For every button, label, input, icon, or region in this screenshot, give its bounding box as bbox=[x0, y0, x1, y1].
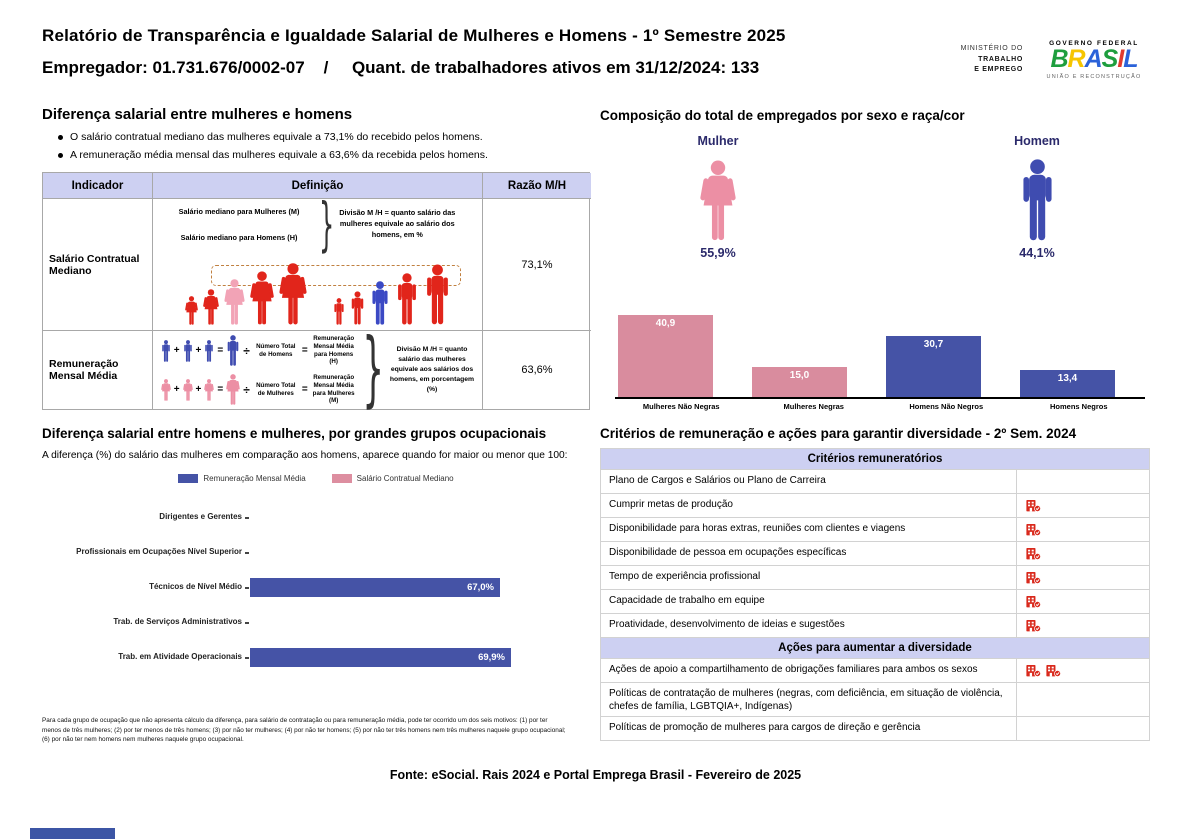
criteria-row bbox=[601, 717, 1149, 740]
governo-federal-label: GOVERNO FEDERAL bbox=[1049, 40, 1139, 47]
composition-bar bbox=[752, 367, 847, 397]
male-figure-highlight-icon bbox=[370, 281, 390, 325]
female-figure-icon bbox=[203, 289, 219, 325]
employer-line: Empregador: 01.731.676/0002-07 / Quant. de trabalhadores ativos em 31/12/2024: 133 bbox=[42, 58, 760, 77]
male-figure-icon bbox=[395, 273, 419, 325]
criteria-check-cell bbox=[1016, 717, 1149, 740]
axis-tick bbox=[245, 517, 249, 519]
row2-ratio: 63,6% bbox=[521, 364, 553, 376]
criteria-row bbox=[601, 614, 1149, 637]
female-figure-icon bbox=[185, 296, 198, 325]
composition-category-labels bbox=[615, 402, 1145, 411]
source-footer: Fonte: eSocial. Rais 2024 e Portal Emprega Brasil - Fevereiro de 2025 bbox=[389, 768, 802, 782]
male-figure-icon bbox=[204, 340, 214, 362]
axis-tick bbox=[245, 657, 249, 659]
legend-swatch-pink bbox=[332, 474, 352, 483]
criteria-label: Disponibilidade para horas extras, reuniões com clientes e viagens bbox=[609, 523, 906, 534]
criteria-label: Capacidade de trabalho em equipe bbox=[609, 595, 765, 606]
female-pictogram-icon bbox=[700, 160, 736, 241]
women-total-label: Número Total de Mulheres bbox=[256, 381, 296, 397]
legend-swatch-blue bbox=[178, 474, 198, 483]
criteria-check-cell bbox=[1016, 614, 1149, 637]
company-check-icon bbox=[1026, 499, 1041, 512]
female-figure-icon bbox=[226, 374, 240, 405]
male-figure-icon bbox=[226, 335, 240, 366]
criteria-band-diversidade: Ações para aumentar a diversidade bbox=[601, 637, 1149, 659]
plus-operator: + bbox=[173, 384, 180, 395]
equals-operator: = bbox=[301, 384, 308, 395]
criteria-label: Plano de Cargos e Salários ou Plano de Carreira bbox=[609, 475, 826, 486]
division-explainer: Divisão M /H = quanto salário das mulheres equivale aos salários dos homens, em porcentagem (%) bbox=[389, 345, 475, 394]
criteria-label: Cumprir metas de produção bbox=[609, 499, 733, 510]
criteria-label: Ações de apoio a compartilhamento de obrigações familiares para ambos os sexos bbox=[609, 664, 978, 675]
female-figure-icon bbox=[161, 379, 171, 401]
section-title-composition: Composição do total de empregados por sexo e raça/cor bbox=[600, 108, 965, 123]
female-figure-icon bbox=[204, 379, 214, 401]
criteria-check-cell bbox=[1016, 590, 1149, 613]
occupational-category-label: Trab. de Serviços Administrativos bbox=[113, 617, 242, 627]
composition-bar bbox=[886, 336, 981, 397]
company-check-icon bbox=[1026, 571, 1041, 584]
criteria-check-cell bbox=[1016, 683, 1149, 716]
company-check-icon bbox=[1026, 595, 1041, 608]
criteria-row bbox=[601, 566, 1149, 590]
col-header-definicao: Definição bbox=[153, 173, 483, 199]
company-check-icon bbox=[1026, 523, 1041, 536]
male-figure-icon bbox=[161, 340, 171, 362]
male-label: Homem bbox=[1014, 134, 1060, 148]
category-label: Homens Negros bbox=[1049, 402, 1108, 411]
criteria-rows-diversidade bbox=[601, 659, 1149, 740]
plus-operator: + bbox=[195, 345, 202, 356]
criteria-check-cell bbox=[1016, 659, 1149, 682]
col-header-razao: Razão M/H bbox=[483, 173, 591, 199]
occupational-category-label: Profissionais em Ocupações Nível Superior bbox=[76, 547, 242, 557]
brace-glyph: } bbox=[319, 190, 335, 259]
governo-federal-logo bbox=[1035, 40, 1153, 80]
criteria-row bbox=[601, 518, 1149, 542]
plus-operator: + bbox=[195, 384, 202, 395]
row1-ratio: 73,1% bbox=[483, 199, 591, 331]
equals-operator: = bbox=[217, 345, 224, 356]
criteria-label: Políticas de promoção de mulheres para cargos de direção e gerência bbox=[609, 722, 921, 733]
legend-label: Remuneração Mensal Média bbox=[203, 474, 306, 483]
men-total-label: Número Total de Homens bbox=[256, 342, 296, 358]
criteria-row bbox=[601, 470, 1149, 494]
company-check-icon bbox=[1026, 547, 1041, 560]
composition-bar bbox=[618, 315, 713, 397]
axis-tick bbox=[245, 552, 249, 554]
female-figure-icon bbox=[279, 263, 307, 325]
bottom-left-blue-bar bbox=[30, 828, 115, 839]
ministry-line3: E EMPREGO bbox=[974, 66, 1023, 74]
male-figure-icon bbox=[350, 291, 365, 325]
composition-bar bbox=[1020, 370, 1115, 397]
report-title: Relatório de Transparência e Igualdade Salarial de Mulheres e Homens - 1º Semestre 2025 bbox=[42, 26, 786, 45]
composition-bar-chart bbox=[615, 300, 1145, 400]
company-check-icon bbox=[1046, 664, 1061, 677]
criteria-row bbox=[601, 494, 1149, 518]
brasil-wordmark: BRASIL bbox=[1050, 45, 1138, 73]
col-header-indicador: Indicador bbox=[43, 173, 153, 199]
company-check-icon bbox=[1026, 664, 1041, 677]
criteria-label: Políticas de contratação de mulheres (negras, com deficiência, em situação de violência, chefes de família, LGBTQIA+, Indígenas) bbox=[609, 688, 1003, 712]
criteria-row bbox=[601, 683, 1149, 717]
axis-tick bbox=[245, 622, 249, 624]
category-label: Mulheres Não Negras bbox=[642, 402, 720, 411]
occupational-row bbox=[42, 535, 590, 570]
x-axis-line bbox=[615, 397, 1145, 399]
division-explainer: Divisão M /H = quanto salário das mulheres equivale ao salário dos homens, em % bbox=[339, 208, 456, 239]
legend-item-mensal-media bbox=[178, 474, 305, 483]
female-share-value: 55,9% bbox=[700, 246, 736, 260]
men-result-label: Remuneração Mensal Média para Homens (H) bbox=[313, 335, 355, 366]
female-figure-icon bbox=[183, 379, 193, 401]
people-pictogram-strip bbox=[153, 263, 482, 325]
bullet-median-salary: O salário contratual mediano das mulheres equivale a 73,1% do recebido pelos homens. bbox=[56, 129, 488, 147]
divide-operator: ÷ bbox=[243, 343, 250, 358]
occupational-bar: 67,0% bbox=[250, 578, 500, 597]
male-figure-icon bbox=[183, 340, 193, 362]
criteria-check-cell bbox=[1016, 494, 1149, 517]
criteria-table bbox=[600, 448, 1150, 741]
uniao-label: UNIÃO E RECONSTRUÇÃO bbox=[1046, 74, 1142, 80]
salary-gap-bullets bbox=[56, 129, 488, 165]
occupational-row bbox=[42, 605, 590, 640]
legend-label: Salário Contratual Mediano bbox=[356, 474, 454, 483]
occupational-bar-chart bbox=[42, 500, 590, 675]
equals-operator: = bbox=[301, 345, 308, 356]
men-average-equation bbox=[157, 335, 360, 366]
ministry-label bbox=[931, 44, 1023, 77]
category-label: Homens Não Negros bbox=[909, 402, 984, 411]
median-women-label: Salário mediano para Mulheres (M) bbox=[178, 207, 300, 216]
occupational-category-label: Dirigentes e Gerentes bbox=[159, 512, 242, 522]
section-title-salary-gap: Diferença salarial entre mulheres e homens bbox=[42, 106, 353, 123]
occupational-subtitle: A diferença (%) do salário das mulheres em comparação aos homens, aparece quando for maior ou menor que 100: bbox=[42, 450, 568, 461]
female-label: Mulher bbox=[697, 134, 739, 148]
female-figure-icon bbox=[250, 271, 274, 325]
section-title-occupational: Diferença salarial entre homens e mulheres, por grandes grupos ocupacionais bbox=[42, 426, 547, 441]
ministry-line1: MINISTÉRIO DO bbox=[960, 44, 1023, 52]
criteria-row bbox=[601, 542, 1149, 566]
male-figure-icon bbox=[333, 298, 345, 325]
male-pictogram-icon bbox=[1019, 159, 1056, 241]
occupational-row bbox=[42, 640, 590, 675]
criteria-label: Proatividade, desenvolvimento de ideias e sugestões bbox=[609, 619, 845, 630]
bar-value-label: 30,7 bbox=[923, 339, 944, 350]
male-share-value: 44,1% bbox=[1019, 246, 1055, 260]
occupational-row bbox=[42, 570, 590, 605]
criteria-row bbox=[601, 659, 1149, 683]
equals-operator: = bbox=[217, 384, 224, 395]
criteria-check-cell bbox=[1016, 470, 1149, 493]
divide-operator: ÷ bbox=[243, 382, 250, 397]
occupational-bar: 69,9% bbox=[250, 648, 511, 667]
women-result-label: Remuneração Mensal Média para Mulheres (M) bbox=[312, 374, 355, 405]
criteria-check-cell bbox=[1016, 566, 1149, 589]
chart-legend bbox=[42, 474, 590, 483]
occupational-footnote: Para cada grupo de ocupação que não apresenta cálculo da diferença, para salário de contratação ou para remuneração média, pode ter ocorrido um dos seis motivos: (1) por ter menos de três mulheres; (2) por ter menos de três homens; (3) por não ter mulheres; (4) por não ter homens; (5) por não ter três homens nem três mulheres naquele grupo ocupacional; (6) por não ter nem homens nem mulheres naquele grupo ocupacional. bbox=[42, 717, 566, 744]
women-average-equation bbox=[157, 374, 360, 405]
male-figure-icon bbox=[424, 264, 451, 325]
indicator-table bbox=[42, 172, 590, 418]
bar-value-label: 13,4 bbox=[1057, 373, 1078, 384]
occupational-category-label: Trab. em Atividade Operacionais bbox=[118, 652, 242, 662]
bullet-mean-salary: A remuneração média mensal das mulheres equivale a 63,6% da recebida pelos homens. bbox=[56, 147, 488, 165]
criteria-check-cell bbox=[1016, 518, 1149, 541]
row1-definition-cell bbox=[153, 190, 483, 331]
government-logo bbox=[931, 40, 1153, 80]
occupational-category-label: Técnicos de Nível Médio bbox=[149, 582, 242, 592]
axis-tick bbox=[245, 587, 249, 589]
criteria-band-remuneratorios: Critérios remuneratórios bbox=[601, 449, 1149, 470]
occupational-row bbox=[42, 500, 590, 535]
criteria-rows-remuneratorios bbox=[601, 470, 1149, 637]
female-figure-highlight-icon bbox=[224, 279, 245, 325]
criteria-label: Tempo de experiência profissional bbox=[609, 571, 761, 582]
criteria-label: Disponibilidade de pessoa em ocupações específicas bbox=[609, 547, 847, 558]
legend-item-contratual-mediano bbox=[332, 474, 454, 483]
row2-indicator: Remuneração Mensal Média bbox=[43, 331, 153, 409]
section-title-criteria: Critérios de remuneração e ações para garantir diversidade - 2º Sem. 2024 bbox=[600, 426, 1077, 441]
row2-definition-cell bbox=[153, 322, 483, 418]
median-men-label: Salário mediano para Homens (H) bbox=[180, 233, 298, 242]
criteria-row bbox=[601, 590, 1149, 614]
company-check-icon bbox=[1026, 619, 1041, 632]
criteria-check-cell bbox=[1016, 542, 1149, 565]
brace-glyph: } bbox=[362, 322, 384, 418]
ministry-line2: TRABALHO bbox=[978, 55, 1023, 63]
bar-value-label: 15,0 bbox=[789, 370, 810, 381]
category-label: Mulheres Negras bbox=[783, 402, 844, 411]
plus-operator: + bbox=[173, 345, 180, 356]
bar-value-label: 40,9 bbox=[655, 318, 676, 329]
row1-indicator: Salário Contratual Mediano bbox=[43, 199, 153, 331]
